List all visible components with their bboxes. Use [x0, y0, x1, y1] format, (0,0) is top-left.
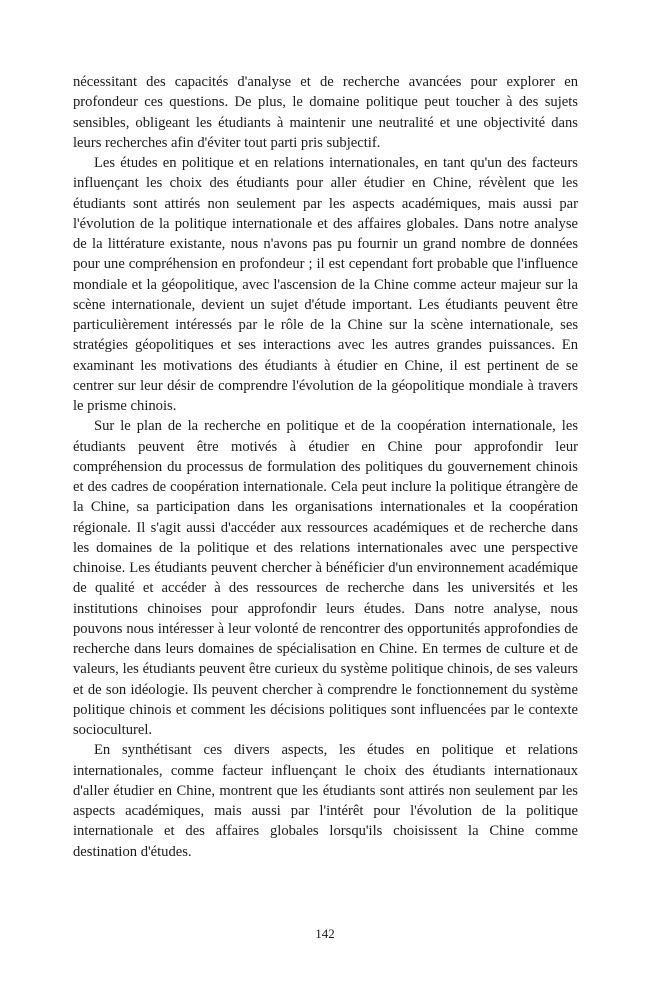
body-text [73, 72, 578, 862]
paragraph-political-studies: Les études en politique et en relations internationales, en tant qu'un des facteurs influençant les choix des étudiants pour aller étudier en Chine, révèlent que les étudiants sont attirés non seulement par les aspects académiques, mais aussi par l'évolution de la politique internationale et des affaires globales. Dans notre analyse de la littérature existante, nous n'avons pas pu fournir un grand nombre de données pour une compréhension en profondeur ; il est cependant fort probable que l'influence mondiale et la géopolitique, avec l'ascension de la Chine comme acteur majeur sur la scène internationale, devient un sujet d'étude important. Les étudiants peuvent être particulièrement intéressés par le rôle de la Chine sur la scène internationale, ses stratégies géopolitiques et ses interactions avec les autres grandes puissances. En examinant les motivations des étudiants à étudier en Chine, il est pertinent de se centrer sur leur désir de comprendre l'évolution de la géopolitique mondiale à travers le prisme chinois. [73, 155, 578, 414]
page-number: 142 [315, 926, 335, 941]
paragraph-research-cooperation: Sur le plan de la recherche en politique et de la coopération internationale, les étudiants peuvent être motivés à étudier en Chine pour approfondir leur compréhension du processus de formulation des politiques du gouvernement chinois et des cadres de coopération internationale. Cela peut inclure la politique étrangère de la Chine, sa participation dans les organisations internationales et la coopération régionale. Il s'agit aussi d'accéder aux ressources académiques et de recherche dans les domaines de la politique et des relations internationales avec une perspective chinoise. Les étudiants peuvent chercher à bénéficier d'un environnement académique de qualité et accéder à des ressources de recherche dans les universités et les institutions chinoises pour approfondir leurs études. Dans notre analyse, nous pouvons nous intéresser à leur volonté de rencontrer des opportunités approfondies de recherche dans leurs domaines de spécialisation en Chine. En termes de culture et de valeurs, les étudiants peuvent être curieux du système politique chinois, de ses valeurs et de son idéologie. Ils peuvent chercher à comprendre le fonctionnement du système politique chinois et comment les décisions politiques sont influencées par le contexte socioculturel. [73, 418, 578, 738]
paragraph-synthesis: En synthétisant ces divers aspects, les études en politique et relations internationales, comme facteur influençant le choix des étudiants internationaux d'aller étudier en Chine, montrent que les étudiants sont attirés non seulement par les aspects académiques, mais aussi par l'intérêt pour l'évolution de la politique internationale et des affaires globales lorsqu'ils choisissent la Chine comme destination d'études. [73, 742, 578, 860]
paragraph-continuation: nécessitant des capacités d'analyse et de recherche avancées pour explorer en profondeur ces questions. De plus, le domaine politique peut toucher à des sujets sensibles, obligeant les étudiants à maintenir une neutralité et une objectivité dans leurs recherches afin d'éviter tout parti pris subjectif. [73, 74, 578, 151]
